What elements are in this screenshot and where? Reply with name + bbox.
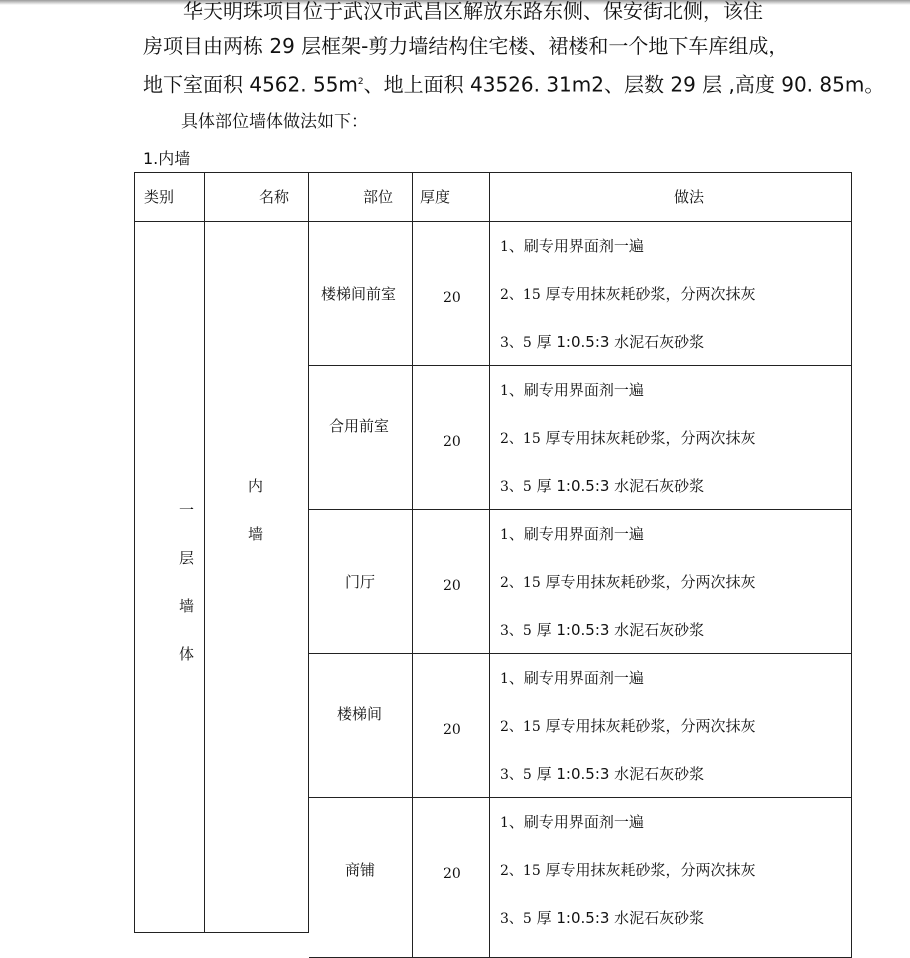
name-cell bbox=[205, 222, 309, 933]
row-1-step-3: 3、5 厚 1:0.5:3 水泥石灰砂浆 bbox=[500, 333, 705, 351]
row-5-method-cell bbox=[490, 798, 852, 958]
row-3-thickness-cell bbox=[413, 510, 490, 654]
header-thickness-cell bbox=[413, 173, 490, 222]
name-char-2: 墙 bbox=[248, 525, 264, 543]
header-location-cell bbox=[309, 173, 413, 222]
row-1-thickness-cell bbox=[413, 222, 490, 366]
row-5-step-2: 2、15 厚专用抹灰耗砂浆，分两次抹灰 bbox=[500, 861, 756, 879]
category-char-3: 墙 bbox=[179, 597, 195, 615]
row-2-thickness: 20 bbox=[443, 434, 461, 450]
row-4-location-cell bbox=[309, 654, 413, 798]
inner-wall-table bbox=[134, 172, 852, 933]
row-4-step-2: 2、15 厚专用抹灰耗砂浆，分两次抹灰 bbox=[500, 717, 756, 735]
name-char-1: 内 bbox=[248, 477, 264, 495]
header-category: 类别 bbox=[144, 188, 175, 206]
header-category-cell bbox=[135, 173, 205, 222]
row-2-method-cell bbox=[490, 366, 852, 510]
row-5-location-cell bbox=[309, 798, 413, 958]
category-char-2: 层 bbox=[179, 549, 195, 567]
intro-line-2: 房项目由两栋 29 层框架-剪力墙结构住宅楼、裙楼和一个地下车库组成， bbox=[143, 34, 789, 58]
row-3-step-3: 3、5 厚 1:0.5:3 水泥石灰砂浆 bbox=[500, 621, 705, 639]
header-thickness: 厚度 bbox=[420, 188, 451, 206]
row-3-location-cell bbox=[309, 510, 413, 654]
row-2-location-cell bbox=[309, 366, 413, 510]
row-1-location-cell bbox=[309, 222, 413, 366]
header-method: 做法 bbox=[674, 188, 705, 206]
intro-line-3 bbox=[143, 65, 884, 102]
row-1-step-1: 1、刷专用界面剂一遍 bbox=[500, 237, 644, 255]
intro-superscript: 2 bbox=[357, 77, 364, 87]
intro-line-1: 华天明珠项目位于武汉市武昌区解放东路东侧、保安街北侧，该住 bbox=[183, 0, 763, 23]
row-4-method-cell bbox=[490, 654, 852, 798]
row-5-thickness: 20 bbox=[443, 866, 461, 882]
row-5-thickness-cell bbox=[413, 798, 490, 958]
row-3-location: 门厅 bbox=[345, 573, 376, 591]
row-3-step-2: 2、15 厚专用抹灰耗砂浆，分两次抹灰 bbox=[500, 573, 756, 591]
row-4-thickness: 20 bbox=[443, 722, 461, 738]
row-5-step-3: 3、5 厚 1:0.5:3 水泥石灰砂浆 bbox=[500, 909, 705, 927]
category-cell bbox=[135, 222, 205, 933]
category-char-4: 体 bbox=[179, 645, 195, 663]
row-4-thickness-cell bbox=[413, 654, 490, 798]
intro-line-3-part-b: 、地上面积 43526. 31m2、层数 29 层 ,高度 90. 85m。 bbox=[363, 72, 885, 97]
row-4-step-1: 1、刷专用界面剂一遍 bbox=[500, 669, 644, 687]
intro-line-3-part-a: 地下室面积 4562. 55m bbox=[143, 72, 358, 97]
row-2-step-2: 2、15 厚专用抹灰耗砂浆，分两次抹灰 bbox=[500, 429, 756, 447]
row-3-method-cell bbox=[490, 510, 852, 654]
row-1-thickness: 20 bbox=[443, 290, 461, 306]
row-1-step-2: 2、15 厚专用抹灰耗砂浆，分两次抹灰 bbox=[500, 285, 756, 303]
intro-line-4: 具体部位墙体做法如下： bbox=[181, 112, 368, 132]
header-method-cell bbox=[490, 173, 852, 222]
row-1-location: 楼梯间前室 bbox=[321, 285, 397, 303]
row-2-step-3: 3、5 厚 1:0.5:3 水泥石灰砂浆 bbox=[500, 477, 705, 495]
header-name-cell bbox=[205, 173, 309, 222]
section-title: 1.内墙 bbox=[143, 149, 191, 168]
row-2-location: 合用前室 bbox=[329, 417, 390, 435]
row-1-method-cell bbox=[490, 222, 852, 366]
header-location: 部位 bbox=[363, 188, 394, 206]
row-3-thickness: 20 bbox=[443, 578, 461, 594]
row-3-step-1: 1、刷专用界面剂一遍 bbox=[500, 525, 644, 543]
row-2-thickness-cell bbox=[413, 366, 490, 510]
row-2-step-1: 1、刷专用界面剂一遍 bbox=[500, 381, 644, 399]
category-char-1: 一 bbox=[179, 501, 195, 519]
row-4-location: 楼梯间 bbox=[337, 705, 383, 723]
header-name: 名称 bbox=[259, 188, 290, 206]
row-5-location: 商铺 bbox=[345, 861, 376, 879]
row-5-step-1: 1、刷专用界面剂一遍 bbox=[500, 813, 644, 831]
row-4-step-3: 3、5 厚 1:0.5:3 水泥石灰砂浆 bbox=[500, 765, 705, 783]
